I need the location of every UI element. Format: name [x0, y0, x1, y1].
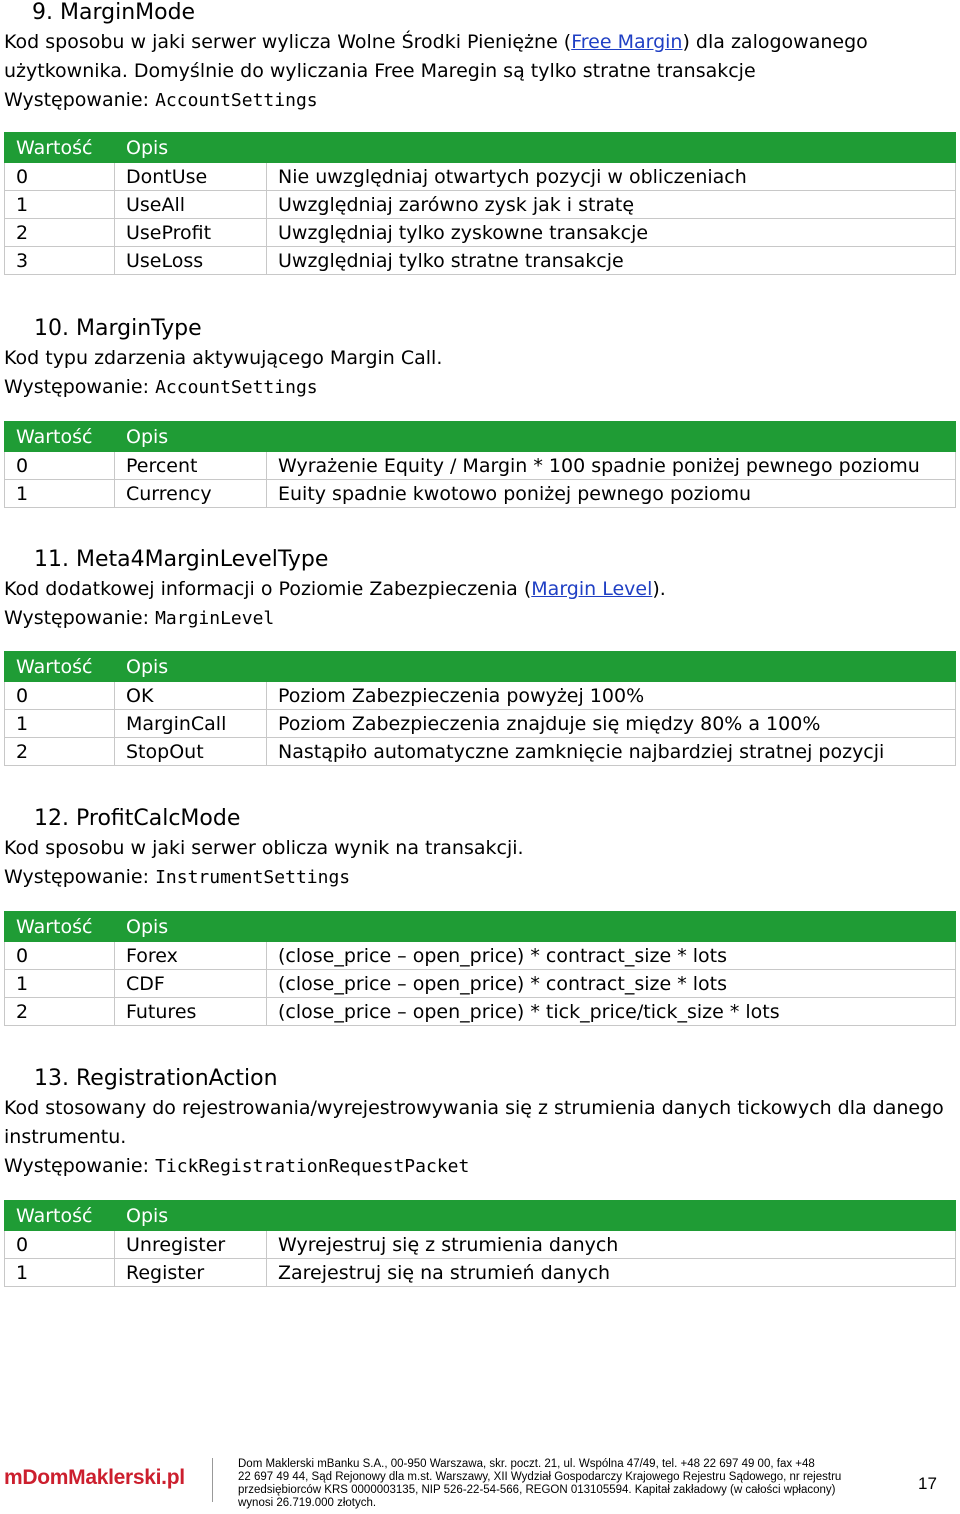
cell-value: 2 — [5, 738, 115, 766]
cell-value: 0 — [5, 163, 115, 191]
table-row — [5, 710, 956, 738]
cell-name: UseProfit — [115, 219, 267, 247]
section-title: MarginMode — [60, 0, 196, 25]
footer-line: przedsiębiorców KRS 0000003135, NIP 526-22-54-566, REGON 013105594. Kapitał zakładowy (w całości wpłacony) — [238, 1484, 836, 1496]
occurrence-code: AccountSettings — [155, 377, 318, 398]
cell-value: 1 — [5, 480, 115, 508]
cell-value: 2 — [5, 219, 115, 247]
section-title: ProfitCalcMode — [76, 806, 241, 831]
cell-value: 1 — [5, 1259, 115, 1287]
table-row — [5, 738, 956, 766]
values-table — [4, 1200, 956, 1287]
page-number: 17 — [918, 1474, 937, 1493]
occurrence-line: Występowanie: TickRegistrationRequestPacket — [4, 1155, 470, 1177]
cell-name: UseAll — [115, 191, 267, 219]
section-description: Kod sposobu w jaki serwer wylicza Wolne Środki Pieniężne (Free Margin) dla zalogowanego — [4, 31, 868, 53]
section-number: 10. — [34, 316, 69, 341]
cell-desc: Nastąpiło automatyczne zamknięcie najbardziej stratnej pozycji — [267, 738, 956, 766]
cell-desc: Uwzględniaj zarówno zysk jak i stratę — [267, 191, 956, 219]
section-heading — [4, 1066, 956, 1092]
cell-name: DontUse — [115, 163, 267, 191]
table-row — [5, 163, 956, 191]
section-description-line2: instrumentu. — [4, 1126, 127, 1148]
table-header — [5, 652, 956, 682]
table-header — [5, 422, 956, 452]
occurrence-line: Występowanie: AccountSettings — [4, 376, 318, 398]
values-table — [4, 911, 956, 1026]
cell-value: 0 — [5, 942, 115, 970]
cell-desc: Wyrejestruj się z strumienia danych — [267, 1231, 956, 1259]
cell-desc: (close_price – open_price) * contract_size * lots — [267, 942, 956, 970]
cell-name: Forex — [115, 942, 267, 970]
footer-logo: mDomMaklerski.pl — [4, 1466, 185, 1489]
section-title: RegistrationAction — [76, 1066, 278, 1091]
cell-value: 3 — [5, 247, 115, 275]
footer-line: Dom Maklerski mBanku S.A., 00-950 Warszawa, skr. poczt. 21, ul. Wspólna 47/49, tel. +48 22 697 49 00, fax +48 — [238, 1458, 815, 1470]
occurrence-code: MarginLevel — [155, 608, 275, 629]
cell-desc: (close_price – open_price) * contract_size * lots — [267, 970, 956, 998]
footer-divider — [212, 1458, 213, 1502]
header-desc: Opis — [115, 912, 956, 942]
cell-desc: Poziom Zabezpieczenia znajduje się między 80% a 100% — [267, 710, 956, 738]
cell-desc: Poziom Zabezpieczenia powyżej 100% — [267, 682, 956, 710]
values-table — [4, 132, 956, 275]
occurrence-line: Występowanie: InstrumentSettings — [4, 866, 351, 888]
header-desc: Opis — [115, 1201, 956, 1231]
cell-value: 1 — [5, 710, 115, 738]
section-margin-mode — [4, 0, 956, 115]
section-heading — [4, 316, 956, 342]
section-heading — [4, 806, 956, 832]
margin-level-link[interactable]: Margin Level — [531, 578, 653, 600]
cell-desc: Uwzględniaj tylko zyskowne transakcje — [267, 219, 956, 247]
section-heading — [4, 0, 956, 26]
cell-name: MarginCall — [115, 710, 267, 738]
section-number: 13. — [34, 1066, 69, 1091]
cell-name: Register — [115, 1259, 267, 1287]
cell-desc: Zarejestruj się na strumień danych — [267, 1259, 956, 1287]
header-value: Wartość — [5, 652, 115, 682]
header-value: Wartość — [5, 1201, 115, 1231]
table-header — [5, 133, 956, 163]
table-row — [5, 1231, 956, 1259]
cell-name: Futures — [115, 998, 267, 1026]
cell-name: StopOut — [115, 738, 267, 766]
occurrence-code: TickRegistrationRequestPacket — [155, 1156, 470, 1177]
values-table — [4, 421, 956, 508]
section-number: 11. — [34, 547, 69, 572]
section-description-line2: użytkownika. Domyślnie do wyliczania Free Maregin są tylko stratne transakcje — [4, 60, 756, 82]
section-number: 12. — [34, 806, 69, 831]
cell-value: 0 — [5, 682, 115, 710]
table-row — [5, 219, 956, 247]
cell-value: 0 — [5, 452, 115, 480]
cell-name: CDF — [115, 970, 267, 998]
cell-value: 2 — [5, 998, 115, 1026]
occurrence-line: Występowanie: AccountSettings — [4, 89, 318, 111]
occurrence-line: Występowanie: MarginLevel — [4, 607, 275, 629]
cell-name: Percent — [115, 452, 267, 480]
cell-name: Currency — [115, 480, 267, 508]
section-registration-action — [4, 1066, 956, 1181]
footer-legal-text — [238, 1458, 960, 1510]
table-row — [5, 480, 956, 508]
footer-line: 22 697 49 44, Sąd Rejonowy dla m.st. Warszawy, XII Wydział Gospodarczy Krajowego Rejestru Sądowego, nr rejestru — [238, 1471, 842, 1483]
cell-value: 1 — [5, 970, 115, 998]
table-row — [5, 970, 956, 998]
cell-desc: (close_price – open_price) * tick_price/tick_size * lots — [267, 998, 956, 1026]
cell-name: UseLoss — [115, 247, 267, 275]
header-desc: Opis — [115, 652, 956, 682]
occurrence-code: AccountSettings — [155, 90, 318, 111]
cell-name: OK — [115, 682, 267, 710]
header-value: Wartość — [5, 422, 115, 452]
table-row — [5, 1259, 956, 1287]
section-description: Kod sposobu w jaki serwer oblicza wynik na transakcji. — [4, 837, 524, 859]
table-row — [5, 247, 956, 275]
cell-value: 1 — [5, 191, 115, 219]
cell-value: 0 — [5, 1231, 115, 1259]
table-row — [5, 682, 956, 710]
section-margin-type — [4, 316, 956, 402]
cell-desc: Uwzględniaj tylko stratne transakcje — [267, 247, 956, 275]
cell-name: Unregister — [115, 1231, 267, 1259]
section-profit-calc-mode — [4, 806, 956, 892]
section-title: Meta4MarginLevelType — [76, 547, 329, 572]
table-row — [5, 452, 956, 480]
section-title: MarginType — [76, 316, 202, 341]
values-table — [4, 651, 956, 766]
section-number: 9. — [32, 0, 53, 25]
table-row — [5, 998, 956, 1026]
section-description: Kod stosowany do rejestrowania/wyrejestrowywania się z strumienia danych tickowych dla danego — [4, 1097, 944, 1119]
table-row — [5, 191, 956, 219]
section-meta4-margin-level-type — [4, 547, 956, 633]
table-header — [5, 912, 956, 942]
header-value: Wartość — [5, 133, 115, 163]
section-description: Kod typu zdarzenia aktywującego Margin Call. — [4, 347, 443, 369]
footer-line: wynosi 26.719.000 złotych. — [238, 1497, 377, 1509]
section-description: Kod dodatkowej informacji o Poziomie Zabezpieczenia (Margin Level). — [4, 578, 666, 600]
free-margin-link[interactable]: Free Margin — [571, 31, 683, 53]
section-heading — [4, 547, 956, 573]
header-desc: Opis — [115, 422, 956, 452]
table-row — [5, 942, 956, 970]
table-header — [5, 1201, 956, 1231]
header-value: Wartość — [5, 912, 115, 942]
cell-desc: Wyrażenie Equity / Margin * 100 spadnie poniżej pewnego poziomu — [267, 452, 956, 480]
occurrence-code: InstrumentSettings — [155, 867, 351, 888]
cell-desc: Nie uwzględniaj otwartych pozycji w obliczeniach — [267, 163, 956, 191]
header-desc: Opis — [115, 133, 956, 163]
cell-desc: Euity spadnie kwotowo poniżej pewnego poziomu — [267, 480, 956, 508]
